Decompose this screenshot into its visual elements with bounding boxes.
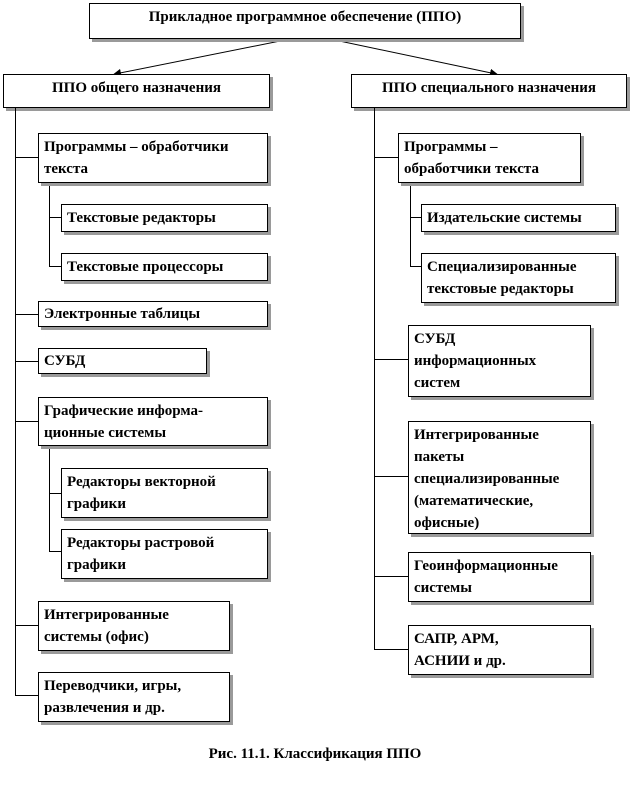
cad-box xyxy=(408,625,591,675)
special-text-subtrunk xyxy=(410,183,411,266)
connector xyxy=(374,476,408,477)
line: текста xyxy=(44,161,89,177)
publishing-systems-box xyxy=(421,204,616,232)
root-title: Прикладное программное обеспечение (ППО) xyxy=(148,9,462,25)
integrated-packages-box xyxy=(408,421,591,534)
line: текстовые редакторы xyxy=(427,281,574,297)
graphics-subtrunk xyxy=(49,446,50,551)
line: Редакторы векторной xyxy=(67,474,216,490)
connector xyxy=(374,157,398,158)
line: информационных xyxy=(414,353,537,369)
line: графики xyxy=(67,557,126,573)
connector xyxy=(49,551,61,552)
line: Редакторы растровой xyxy=(67,535,215,551)
word-processors-label: Текстовые процессоры xyxy=(67,259,224,275)
connector xyxy=(374,576,408,577)
special-dbms-box xyxy=(408,325,591,397)
connector xyxy=(15,421,38,422)
line: Геоинформационные xyxy=(414,558,558,574)
word-processors-box xyxy=(61,253,268,281)
line: офисные) xyxy=(414,515,480,531)
line: систем xyxy=(414,375,461,391)
line: Программы – xyxy=(404,139,498,155)
root-box xyxy=(89,3,521,39)
connector xyxy=(49,266,61,267)
special-purpose-title: ППО специального назначения xyxy=(381,80,597,96)
publishing-systems-label: Издательские системы xyxy=(427,210,582,226)
general-trunk-line xyxy=(15,108,16,695)
special-trunk-line xyxy=(374,108,375,649)
translators-games-box xyxy=(38,672,230,722)
connector xyxy=(374,649,408,650)
text-editors-label: Текстовые редакторы xyxy=(67,210,216,226)
line: специализированные xyxy=(414,471,560,487)
connector xyxy=(374,359,408,360)
line: Графические информа- xyxy=(44,403,204,419)
gis-box xyxy=(408,552,591,602)
connector xyxy=(15,695,38,696)
special-text-processors-box xyxy=(398,133,581,183)
line: СУБД xyxy=(414,331,456,347)
general-purpose-box xyxy=(3,74,270,108)
special-text-editors-box xyxy=(421,253,616,303)
spreadsheets-box xyxy=(38,301,268,327)
connector xyxy=(15,314,38,315)
line: (математические, xyxy=(414,493,534,509)
line: пакеты xyxy=(414,449,465,465)
line: ционные системы xyxy=(44,425,167,441)
vector-editors-box xyxy=(61,468,268,518)
line: обработчики текста xyxy=(404,161,539,177)
general-dbms-label: СУБД xyxy=(44,353,86,369)
connector xyxy=(410,217,421,218)
spreadsheets-label: Электронные таблицы xyxy=(44,306,201,322)
connector xyxy=(410,266,421,267)
graphics-systems-box xyxy=(38,397,268,446)
connector xyxy=(49,493,61,494)
line: Программы – обработчики xyxy=(44,139,229,155)
general-purpose-title: ППО общего назначения xyxy=(52,80,221,96)
special-purpose-box xyxy=(351,74,627,108)
general-dbms-box xyxy=(38,348,207,374)
line: графики xyxy=(67,496,126,512)
integrated-office-box xyxy=(38,601,230,651)
connector xyxy=(49,217,61,218)
line: АСНИИ и др. xyxy=(414,653,506,669)
arrow-to-special xyxy=(330,39,496,74)
connector xyxy=(15,361,38,362)
line: Переводчики, игры, xyxy=(44,678,182,694)
line: Интегрированные xyxy=(44,607,169,623)
text-editors-box xyxy=(61,204,268,232)
line: Специализированные xyxy=(427,259,577,275)
line: системы xyxy=(414,580,472,596)
connector xyxy=(15,157,38,158)
line: САПР, АРМ, xyxy=(414,631,499,647)
line: развлечения и др. xyxy=(44,700,165,716)
general-text-processors-box xyxy=(38,133,268,183)
arrow-to-general xyxy=(115,39,290,74)
text-processors-subtrunk xyxy=(49,183,50,266)
line: Интегрированные xyxy=(414,427,539,443)
connector xyxy=(15,625,38,626)
figure-caption: Рис. 11.1. Классификация ППО xyxy=(208,746,422,762)
line: системы (офис) xyxy=(44,629,149,645)
raster-editors-box xyxy=(61,529,268,579)
